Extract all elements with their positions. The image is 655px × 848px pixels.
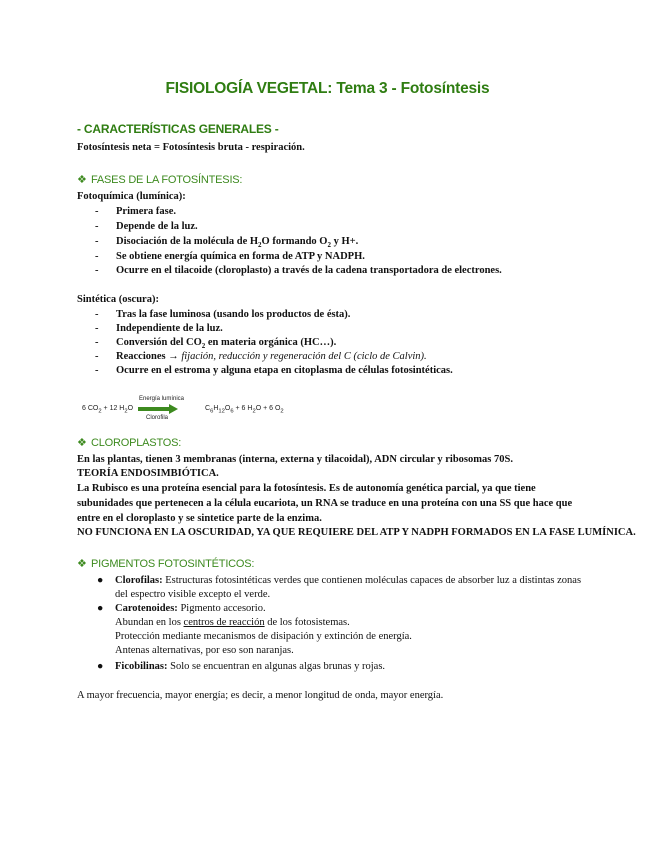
photosynthesis-equation xyxy=(80,396,310,426)
carotenoids-detail-2: Protección mediante mecanismos de disipación y extinción de energía. xyxy=(115,631,412,642)
photochemical-title: Fotoquímica (lumínica): xyxy=(77,191,186,202)
endosymbiotic-theory-line: TEORÍA ENDOSIMBIÓTICA. xyxy=(77,468,219,479)
rubisco-paragraph: La Rubisco es una proteína esencial para la fotosíntesis. Es de autonomía genética parcial, ya que tiene subunidades que pertenecen a la célula eucariota, un RNA se traduce en una proteína con una SS que hace que entre en el cloroplasto y se sintetice parte de la enzima. xyxy=(77,483,573,524)
darkness-note: NO FUNCIONA EN LA OSCURIDAD, YA QUE REQUIERE DEL ATP Y NADPH FORMADOS EN LA FASE LUMÍNICA. xyxy=(77,527,636,538)
list-item: - Primera fase. xyxy=(95,206,177,217)
equation-energy-label: Energía lumínica xyxy=(139,396,185,402)
list-item: - Disociación de la molécula de $H_2O$ formando $O_2$ y H+. xyxy=(95,236,359,250)
closing-statement: A mayor frecuencia, mayor energía; es decir, a menor longitud de onda, mayor energía. xyxy=(77,690,444,701)
carotenoids-detail-3: Antenas alternativas, por eso son naranjas. xyxy=(115,645,294,656)
subheading-chloroplasts: ❖ CLOROPLASTOS: xyxy=(77,437,182,449)
carotenoids-detail-1: Abundan en los centros de reacción de los fotosistemas. xyxy=(115,617,350,628)
chloroplast-membranes-line: En las plantas, tienen 3 membranas (interna, externa y tilacoidal), ADN circular y ribosomas 70S. xyxy=(77,454,513,465)
diamond-bullet-icon: ❖ xyxy=(77,437,87,449)
bullet-icon: ● xyxy=(97,575,104,586)
bullet-icon: ● xyxy=(97,661,104,672)
list-item: - Tras la fase luminosa (usando los productos de ésta). xyxy=(95,309,351,320)
list-item: - Conversión del $CO_2$ en materia orgánica (HC…). xyxy=(95,337,337,351)
section-heading-general: - CARACTERÍSTICAS GENERALES - xyxy=(77,122,279,136)
list-item: - Se obtiene energía química en forma de ATP y NADPH. xyxy=(95,251,365,262)
list-item: - Independiente de la luz. xyxy=(95,323,223,334)
list-item: - Reacciones → fijación, reducción y regeneración del C (ciclo de Calvin). xyxy=(95,351,427,362)
bullet-icon: ● xyxy=(97,603,104,614)
subheading-phases: ❖ FASES DE LA FOTOSÍNTESIS: xyxy=(77,174,243,186)
list-item: - Ocurre en el estroma y alguna etapa en citoplasma de células fotosintéticas. xyxy=(95,365,453,376)
equation-chlorophyll-label: Clorofila xyxy=(146,415,169,421)
page-title: FISIOLOGÍA VEGETAL: Tema 3 - Fotosíntesis xyxy=(165,80,490,97)
diamond-bullet-icon: ❖ xyxy=(77,558,87,570)
arrow-right-icon xyxy=(138,404,178,414)
equation-products: $C_6H_{12}O_6 + 6$ $H_2O + 6$ $O_2$ xyxy=(205,405,284,415)
list-item: - Depende de la luz. xyxy=(95,221,198,232)
equation-reactants: 6 $CO_2 + 12$ $H_2O$ xyxy=(82,405,134,415)
net-photosynthesis-formula: Fotosíntesis neta = Fotosíntesis bruta - respiración. xyxy=(77,142,305,153)
list-item: - Ocurre en el tilacoide (cloroplasto) a través de la cadena transportadora de electrones. xyxy=(95,265,502,276)
subheading-pigments: ❖ PIGMENTOS FOTOSINTÉTICOS: xyxy=(77,558,255,570)
diamond-bullet-icon: ❖ xyxy=(77,174,87,186)
synthetic-title: Sintética (oscura): xyxy=(77,294,159,305)
